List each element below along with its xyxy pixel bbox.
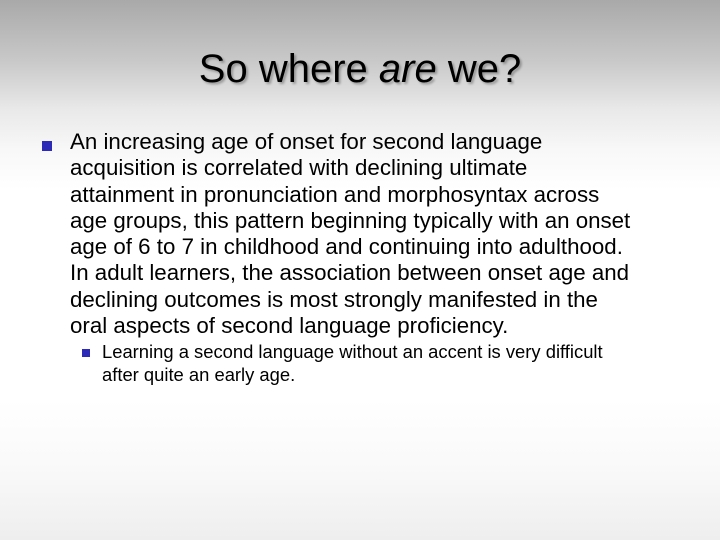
sub-bullet-text <box>102 341 702 386</box>
bullet-text-line: declining outcomes is most strongly manifested in the <box>70 286 598 312</box>
title-text-start: So where <box>198 47 368 91</box>
bullet-text-line: age of 6 to 7 in childhood and continuing into adulthood. <box>70 234 623 260</box>
title-text-end: we? <box>447 47 522 91</box>
sub-bullet-text-line: Learning a second language without an accent is very difficult <box>102 341 603 362</box>
square-sub-bullet-icon <box>82 349 90 357</box>
bullet-text-line: age groups, this pattern beginning typically with an onset <box>70 207 631 233</box>
square-bullet-icon <box>42 141 52 151</box>
bullet-text-line: An increasing age of onset for second language <box>70 129 543 154</box>
bullet-text-line: acquisition is correlated with declining ultimate <box>70 155 528 181</box>
sub-bullet-text-line: after quite an early age. <box>102 363 296 385</box>
bullet-text <box>70 129 710 339</box>
bullet-text-line: attainment in pronunciation and morphosyntax across <box>70 181 600 207</box>
title-text-emphasis: are <box>378 47 437 91</box>
bullet-text-line: In adult learners, the association between onset age and <box>70 260 630 286</box>
slide-title <box>0 44 720 94</box>
bullet-text-line: oral aspects of second language proficiency. <box>70 313 509 339</box>
